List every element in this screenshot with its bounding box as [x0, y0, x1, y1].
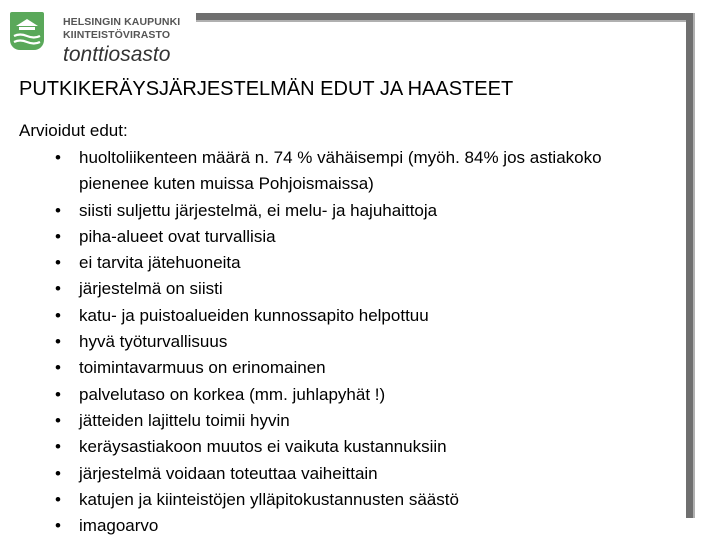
section-subtitle: Arvioidut edut: — [19, 121, 128, 140]
frame-top-bar — [196, 13, 694, 20]
list-item: • imagoarvo — [55, 513, 665, 539]
list-item: • katu- ja puistoalueiden kunnossapito helpottuu — [55, 303, 665, 329]
list-item: • piha-alueet ovat turvallisia — [55, 224, 665, 250]
helsinki-crest-icon — [10, 12, 44, 50]
list-item: • järjestelmä on siisti — [55, 276, 665, 302]
org-name-line1: HELSINGIN KAUPUNKI — [63, 16, 181, 28]
list-item: • palvelutaso on korkea (mm. juhlapyhät !) — [55, 382, 665, 408]
list-item: • ei tarvita jätehuoneita — [55, 250, 665, 276]
helsinki-logo — [10, 12, 210, 72]
benefits-list — [55, 145, 665, 539]
list-item: • katujen ja kiinteistöjen ylläpitokustannusten säästö — [55, 487, 665, 513]
list-item: • jätteiden lajittelu toimii hyvin — [55, 408, 665, 434]
list-item: • hyvä työturvallisuus — [55, 329, 665, 355]
slide-title: PUTKIKERÄYSJÄRJESTELMÄN EDUT JA HAASTEET — [19, 78, 514, 100]
list-item: • siisti suljettu järjestelmä, ei melu- ja hajuhaittoja — [55, 198, 665, 224]
list-item: • toimintavarmuus on erinomainen — [55, 355, 665, 381]
org-name-line2: KIINTEISTÖVIRASTO — [63, 29, 171, 41]
list-item: • keräysastiakoon muutos ei vaikuta kustannuksiin — [55, 434, 665, 460]
list-item: • järjestelmä voidaan toteuttaa vaiheittain — [55, 461, 665, 487]
frame-top-bar-shadow — [196, 20, 694, 22]
frame-right-bar-shadow — [693, 13, 695, 518]
frame-right-bar — [686, 13, 693, 518]
org-unit-name: tonttiosasto — [63, 43, 171, 66]
list-item: • huoltoliikenteen määrä n. 74 % vähäisempi (myöh. 84% jos astiakoko pienenee kuten muissa Pohjoismaissa) — [55, 145, 665, 198]
